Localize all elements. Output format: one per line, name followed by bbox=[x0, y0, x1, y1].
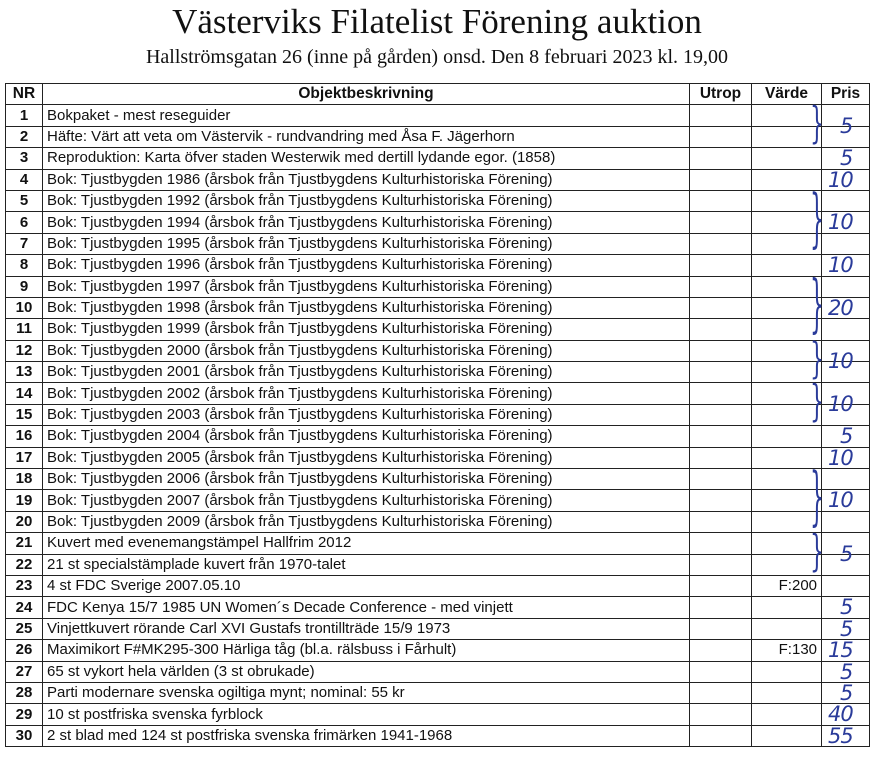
table-row bbox=[6, 725, 870, 746]
varde-cell bbox=[752, 148, 822, 169]
table-row bbox=[6, 661, 870, 682]
varde-cell: F:130 bbox=[752, 640, 822, 661]
lot-number-cell: 5 bbox=[6, 190, 43, 211]
pris-cell bbox=[822, 190, 870, 211]
utrop-cell bbox=[690, 383, 752, 404]
lot-number-cell: 15 bbox=[6, 404, 43, 425]
utrop-cell bbox=[690, 704, 752, 725]
pris-cell bbox=[822, 511, 870, 532]
handwritten-brace: } bbox=[810, 270, 824, 342]
lot-number-cell: 1 bbox=[6, 105, 43, 126]
table-row bbox=[6, 597, 870, 618]
utrop-cell bbox=[690, 148, 752, 169]
column-header-varde: Värde bbox=[752, 84, 822, 105]
pris-cell bbox=[822, 319, 870, 340]
utrop-cell bbox=[690, 297, 752, 318]
varde-cell: F:200 bbox=[752, 575, 822, 596]
handwritten-price: 5 bbox=[840, 616, 853, 641]
lot-description-cell: Bok: Tjustbygden 2007 (årsbok från Tjustbygdens Kulturhistoriska Förening) bbox=[43, 490, 690, 511]
utrop-cell bbox=[690, 426, 752, 447]
handwritten-price: 55 bbox=[828, 723, 853, 748]
lot-description-cell: 10 st postfriska svenska fyrblock bbox=[43, 704, 690, 725]
lot-number-cell: 17 bbox=[6, 447, 43, 468]
lot-number-cell: 27 bbox=[6, 661, 43, 682]
table-row bbox=[6, 490, 870, 511]
utrop-cell bbox=[690, 554, 752, 575]
pris-cell bbox=[822, 469, 870, 490]
lot-description-cell: Bok: Tjustbygden 1998 (årsbok från Tjustbygdens Kulturhistoriska Förening) bbox=[43, 297, 690, 318]
handwritten-price: 20 bbox=[828, 295, 853, 320]
varde-cell bbox=[752, 661, 822, 682]
handwritten-price: 5 bbox=[840, 113, 853, 138]
table-row bbox=[6, 233, 870, 254]
lot-description-cell: Bok: Tjustbygden 1986 (årsbok från Tjustbygdens Kulturhistoriska Förening) bbox=[43, 169, 690, 190]
table-row bbox=[6, 426, 870, 447]
utrop-cell bbox=[690, 618, 752, 639]
table-row bbox=[6, 704, 870, 725]
table-row bbox=[6, 169, 870, 190]
utrop-cell bbox=[690, 575, 752, 596]
lot-description-cell: Vinjettkuvert rörande Carl XVI Gustafs trontillträde 15/9 1973 bbox=[43, 618, 690, 639]
utrop-cell bbox=[690, 190, 752, 211]
table-row bbox=[6, 148, 870, 169]
varde-cell bbox=[752, 725, 822, 746]
utrop-cell bbox=[690, 255, 752, 276]
column-header-pris: Pris bbox=[822, 84, 870, 105]
handwritten-price: 10 bbox=[828, 349, 853, 373]
lot-description-cell: Bok: Tjustbygden 2002 (årsbok från Tjustbygdens Kulturhistoriska Förening) bbox=[43, 383, 690, 404]
lot-description-cell: Bok: Tjustbygden 2009 (årsbok från Tjustbygdens Kulturhistoriska Förening) bbox=[43, 511, 690, 532]
lot-description-cell: FDC Kenya 15/7 1985 UN Women´s Decade Conference - med vinjett bbox=[43, 597, 690, 618]
handwritten-price: 10 bbox=[828, 488, 853, 512]
lot-description-cell: Bok: Tjustbygden 1992 (årsbok från Tjustbygdens Kulturhistoriska Förening) bbox=[43, 190, 690, 211]
table-row bbox=[6, 319, 870, 340]
lot-number-cell: 14 bbox=[6, 383, 43, 404]
utrop-cell bbox=[690, 404, 752, 425]
lot-description-cell: Bok: Tjustbygden 2001 (årsbok från Tjustbygdens Kulturhistoriska Förening) bbox=[43, 362, 690, 383]
lot-number-cell: 21 bbox=[6, 533, 43, 554]
varde-cell bbox=[752, 597, 822, 618]
varde-cell bbox=[752, 426, 822, 447]
utrop-cell bbox=[690, 319, 752, 340]
utrop-cell bbox=[690, 469, 752, 490]
table-row bbox=[6, 533, 870, 554]
utrop-cell bbox=[690, 490, 752, 511]
lot-number-cell: 28 bbox=[6, 682, 43, 703]
lot-number-cell: 2 bbox=[6, 126, 43, 147]
table-row bbox=[6, 126, 870, 147]
utrop-cell bbox=[690, 533, 752, 554]
table-row bbox=[6, 554, 870, 575]
lot-description-cell: Bok: Tjustbygden 2006 (årsbok från Tjustbygdens Kulturhistoriska Förening) bbox=[43, 469, 690, 490]
lot-number-cell: 4 bbox=[6, 169, 43, 190]
page-title: Västerviks Filatelist Förening auktion bbox=[172, 2, 702, 41]
lot-number-cell: 19 bbox=[6, 490, 43, 511]
lot-description-cell: Bok: Tjustbygden 2004 (årsbok från Tjustbygdens Kulturhistoriska Förening) bbox=[43, 426, 690, 447]
lot-number-cell: 23 bbox=[6, 575, 43, 596]
handwritten-price: 15 bbox=[828, 637, 853, 662]
varde-cell bbox=[752, 682, 822, 703]
lot-description-cell: Bok: Tjustbygden 2003 (årsbok från Tjustbygdens Kulturhistoriska Förening) bbox=[43, 404, 690, 425]
utrop-cell bbox=[690, 212, 752, 233]
table-row bbox=[6, 276, 870, 297]
table-row bbox=[6, 404, 870, 425]
lot-description-cell: Kuvert med evenemangstämpel Hallfrim 2012 bbox=[43, 533, 690, 554]
handwritten-price: 5 bbox=[840, 594, 853, 619]
lot-description-cell: Bok: Tjustbygden 2005 (årsbok från Tjustbygdens Kulturhistoriska Förening) bbox=[43, 447, 690, 468]
lot-description-cell: Bok: Tjustbygden 1995 (årsbok från Tjustbygdens Kulturhistoriska Förening) bbox=[43, 233, 690, 254]
lot-description-cell: 21 st specialstämplade kuvert från 1970-talet bbox=[43, 554, 690, 575]
table-row bbox=[6, 511, 870, 532]
utrop-cell bbox=[690, 362, 752, 383]
pris-cell bbox=[822, 233, 870, 254]
lot-number-cell: 6 bbox=[6, 212, 43, 233]
lot-description-cell: 4 st FDC Sverige 2007.05.10 bbox=[43, 575, 690, 596]
lot-number-cell: 9 bbox=[6, 276, 43, 297]
lot-number-cell: 24 bbox=[6, 597, 43, 618]
auction-table bbox=[5, 83, 870, 747]
lot-description-cell: Bok: Tjustbygden 1994 (årsbok från Tjustbygdens Kulturhistoriska Förening) bbox=[43, 212, 690, 233]
lot-description-cell: 2 st blad med 124 st postfriska svenska frimärken 1941-1968 bbox=[43, 725, 690, 746]
handwritten-price: 5 bbox=[840, 659, 853, 684]
lot-description-cell: Bok: Tjustbygden 1996 (årsbok från Tjustbygdens Kulturhistoriska Förening) bbox=[43, 255, 690, 276]
column-header-nr: NR bbox=[6, 84, 43, 105]
lot-description-cell: 65 st vykort hela världen (3 st obrukade) bbox=[43, 661, 690, 682]
table-row bbox=[6, 447, 870, 468]
lot-number-cell: 3 bbox=[6, 148, 43, 169]
lot-number-cell: 25 bbox=[6, 618, 43, 639]
lot-number-cell: 22 bbox=[6, 554, 43, 575]
utrop-cell bbox=[690, 661, 752, 682]
lot-number-cell: 16 bbox=[6, 426, 43, 447]
lot-description-cell: Maximikort F#MK295-300 Härliga tåg (bl.a. rälsbuss i Fårhult) bbox=[43, 640, 690, 661]
lot-number-cell: 20 bbox=[6, 511, 43, 532]
lot-number-cell: 10 bbox=[6, 297, 43, 318]
varde-cell bbox=[752, 704, 822, 725]
handwritten-price: 5 bbox=[840, 423, 853, 448]
table-row bbox=[6, 362, 870, 383]
lot-description-cell: Reproduktion: Karta öfver staden Westerwik med dertill lydande egor. (1858) bbox=[43, 148, 690, 169]
utrop-cell bbox=[690, 105, 752, 126]
utrop-cell bbox=[690, 511, 752, 532]
pris-cell bbox=[822, 575, 870, 596]
handwritten-price: 10 bbox=[828, 210, 853, 234]
lot-description-cell: Bokpaket - mest reseguider bbox=[43, 105, 690, 126]
table-row bbox=[6, 105, 870, 126]
handwritten-price: 40 bbox=[828, 701, 853, 726]
lot-description-cell: Bok: Tjustbygden 1997 (årsbok från Tjustbygdens Kulturhistoriska Förening) bbox=[43, 276, 690, 297]
handwritten-price: 10 bbox=[828, 167, 853, 192]
lot-number-cell: 7 bbox=[6, 233, 43, 254]
table-row bbox=[6, 297, 870, 318]
lot-number-cell: 30 bbox=[6, 725, 43, 746]
lot-description-cell: Parti modernare svenska ogiltiga mynt; nominal: 55 kr bbox=[43, 682, 690, 703]
table-row bbox=[6, 640, 870, 661]
table-row bbox=[6, 340, 870, 361]
utrop-cell bbox=[690, 340, 752, 361]
handwritten-brace: } bbox=[810, 378, 824, 427]
column-header-utrop: Utrop bbox=[690, 84, 752, 105]
utrop-cell bbox=[690, 597, 752, 618]
handwritten-price: 5 bbox=[840, 680, 853, 705]
handwritten-price: 10 bbox=[828, 445, 853, 470]
handwritten-brace: } bbox=[810, 528, 824, 577]
utrop-cell bbox=[690, 126, 752, 147]
utrop-cell bbox=[690, 682, 752, 703]
utrop-cell bbox=[690, 169, 752, 190]
handwritten-price: 10 bbox=[828, 391, 853, 416]
utrop-cell bbox=[690, 640, 752, 661]
table-header-row bbox=[6, 84, 870, 105]
utrop-cell bbox=[690, 276, 752, 297]
page-subtitle: Hallströmsgatan 26 (inne på gården) onsd. Den 8 februari 2023 kl. 19,00 bbox=[145, 46, 729, 68]
varde-cell bbox=[752, 618, 822, 639]
handwritten-brace: } bbox=[810, 184, 824, 257]
lot-number-cell: 12 bbox=[6, 340, 43, 361]
utrop-cell bbox=[690, 447, 752, 468]
table-row bbox=[6, 618, 870, 639]
lot-description-cell: Häfte: Värt att veta om Västervik - rundvandring med Åsa F. Jägerhorn bbox=[43, 126, 690, 147]
lot-number-cell: 13 bbox=[6, 362, 43, 383]
lot-number-cell: 11 bbox=[6, 319, 43, 340]
pris-cell bbox=[822, 276, 870, 297]
table-row bbox=[6, 212, 870, 233]
handwritten-price: 5 bbox=[840, 541, 853, 566]
lot-number-cell: 8 bbox=[6, 255, 43, 276]
lot-description-cell: Bok: Tjustbygden 1999 (årsbok från Tjustbygdens Kulturhistoriska Förening) bbox=[43, 319, 690, 340]
table-row bbox=[6, 469, 870, 490]
table-row bbox=[6, 255, 870, 276]
table-row bbox=[6, 190, 870, 211]
lot-number-cell: 29 bbox=[6, 704, 43, 725]
handwritten-price: 10 bbox=[828, 252, 853, 277]
utrop-cell bbox=[690, 725, 752, 746]
lot-number-cell: 26 bbox=[6, 640, 43, 661]
table-row bbox=[6, 383, 870, 404]
table-row bbox=[6, 682, 870, 703]
handwritten-brace: } bbox=[810, 462, 824, 535]
utrop-cell bbox=[690, 233, 752, 254]
handwritten-brace: } bbox=[810, 336, 824, 384]
table-row bbox=[6, 575, 870, 596]
lot-number-cell: 18 bbox=[6, 469, 43, 490]
handwritten-brace: } bbox=[810, 100, 824, 149]
column-header-description: Objektbeskrivning bbox=[43, 84, 690, 105]
lot-description-cell: Bok: Tjustbygden 2000 (årsbok från Tjustbygdens Kulturhistoriska Förening) bbox=[43, 340, 690, 361]
handwritten-price: 5 bbox=[840, 145, 853, 170]
